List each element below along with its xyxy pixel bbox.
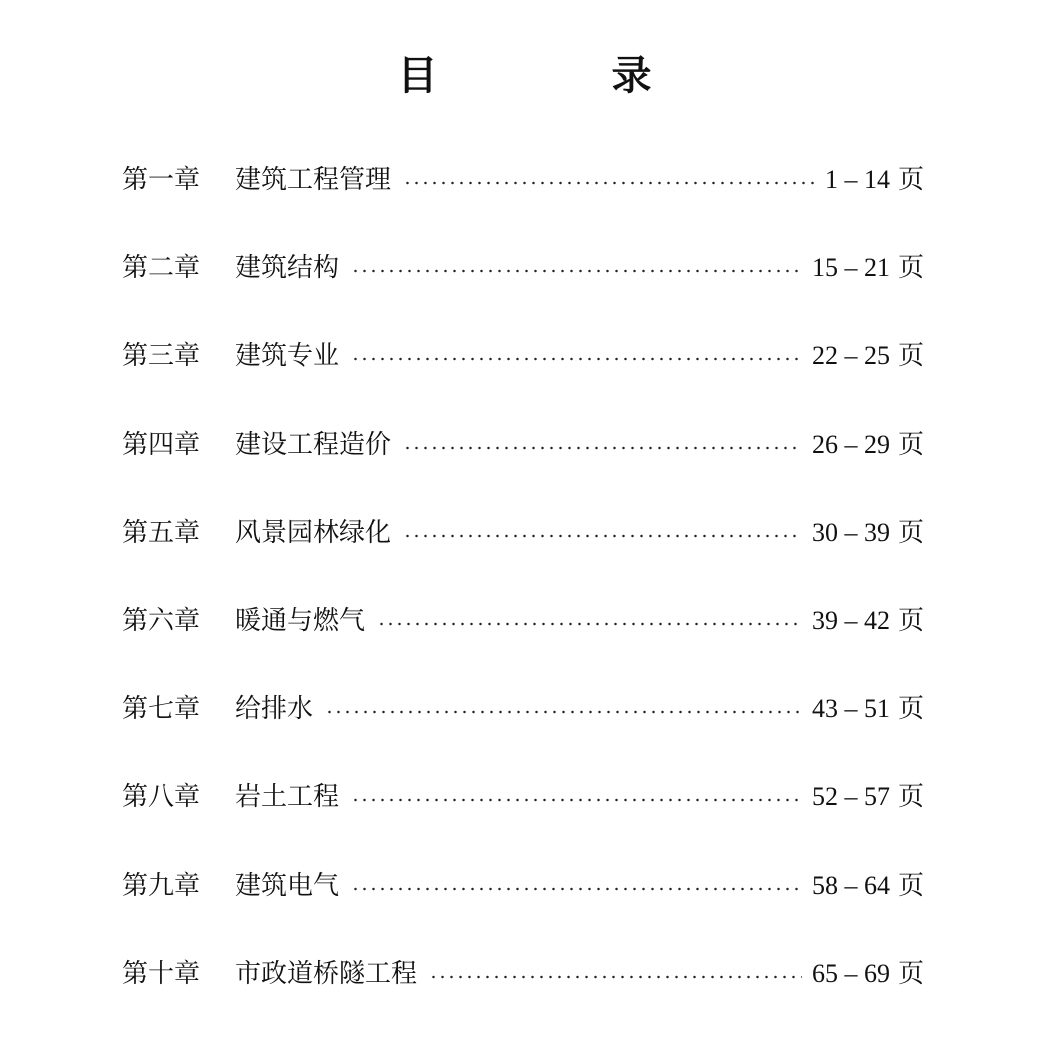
chapter-number: 第九章 (122, 870, 201, 901)
page-range: 58 – 64 (811, 870, 890, 900)
chapter-title: 市政道桥隧工程 (235, 958, 418, 989)
page-unit: 页 (897, 429, 924, 460)
chapter-number: 第二章 (122, 253, 201, 284)
dot-leader (351, 887, 802, 891)
dot-leader (429, 975, 802, 979)
chapter-title: 建设工程造价 (235, 429, 392, 460)
dot-leader (403, 181, 815, 185)
page-unit: 页 (897, 341, 924, 372)
dot-leader (403, 534, 802, 538)
chapter-title: 给排水 (235, 694, 314, 725)
chapter-title: 岩土工程 (235, 782, 340, 813)
chapter-number: 第十章 (122, 958, 201, 989)
chapter-number: 第三章 (122, 341, 201, 372)
chapter-number: 第四章 (122, 429, 201, 460)
page-range: 65 – 69 (811, 958, 890, 988)
page-range: 1 – 14 (824, 165, 890, 194)
page-unit: 页 (897, 694, 924, 725)
page-unit: 页 (897, 782, 924, 813)
page-title: 目 录 (397, 53, 732, 99)
toc-entry[interactable] (122, 160, 924, 200)
chapter-title: 暖通与燃气 (235, 605, 366, 636)
page-unit: 页 (897, 253, 924, 284)
toc-entry[interactable] (122, 954, 924, 994)
dot-leader (351, 357, 802, 361)
chapter-number: 第五章 (122, 517, 201, 548)
chapter-number: 第一章 (122, 165, 201, 195)
toc-entry[interactable] (122, 866, 924, 906)
dot-leader (403, 446, 802, 450)
chapter-title: 建筑结构 (235, 253, 340, 284)
toc-entry[interactable] (122, 777, 924, 817)
page-unit: 页 (897, 517, 924, 548)
dot-leader (377, 622, 802, 626)
page-unit: 页 (897, 605, 924, 636)
chapter-number: 第八章 (122, 782, 201, 813)
toc-entry[interactable] (122, 336, 924, 376)
toc-entry[interactable] (122, 601, 924, 641)
table-of-contents (122, 160, 924, 1042)
dot-leader (351, 798, 802, 802)
toc-entry[interactable] (122, 689, 924, 729)
page-unit: 页 (897, 165, 924, 195)
chapter-number: 第七章 (122, 694, 201, 725)
toc-entry[interactable] (122, 513, 924, 553)
dot-leader (325, 710, 802, 714)
dot-leader (351, 269, 802, 273)
page-range: 22 – 25 (811, 341, 890, 371)
page-range: 39 – 42 (811, 605, 890, 635)
page-range: 43 – 51 (811, 694, 890, 724)
page-unit: 页 (897, 958, 924, 989)
page-range: 26 – 29 (811, 429, 890, 459)
page-unit: 页 (897, 870, 924, 901)
chapter-title: 建筑电气 (235, 870, 340, 901)
page-range: 52 – 57 (811, 782, 890, 812)
toc-entry[interactable] (122, 248, 924, 288)
chapter-number: 第六章 (122, 605, 201, 636)
chapter-title: 建筑工程管理 (235, 165, 392, 195)
chapter-title: 建筑专业 (235, 341, 340, 372)
toc-entry[interactable] (122, 425, 924, 465)
page-range: 30 – 39 (811, 517, 890, 547)
page-range: 15 – 21 (811, 253, 890, 283)
chapter-title: 风景园林绿化 (235, 517, 392, 548)
